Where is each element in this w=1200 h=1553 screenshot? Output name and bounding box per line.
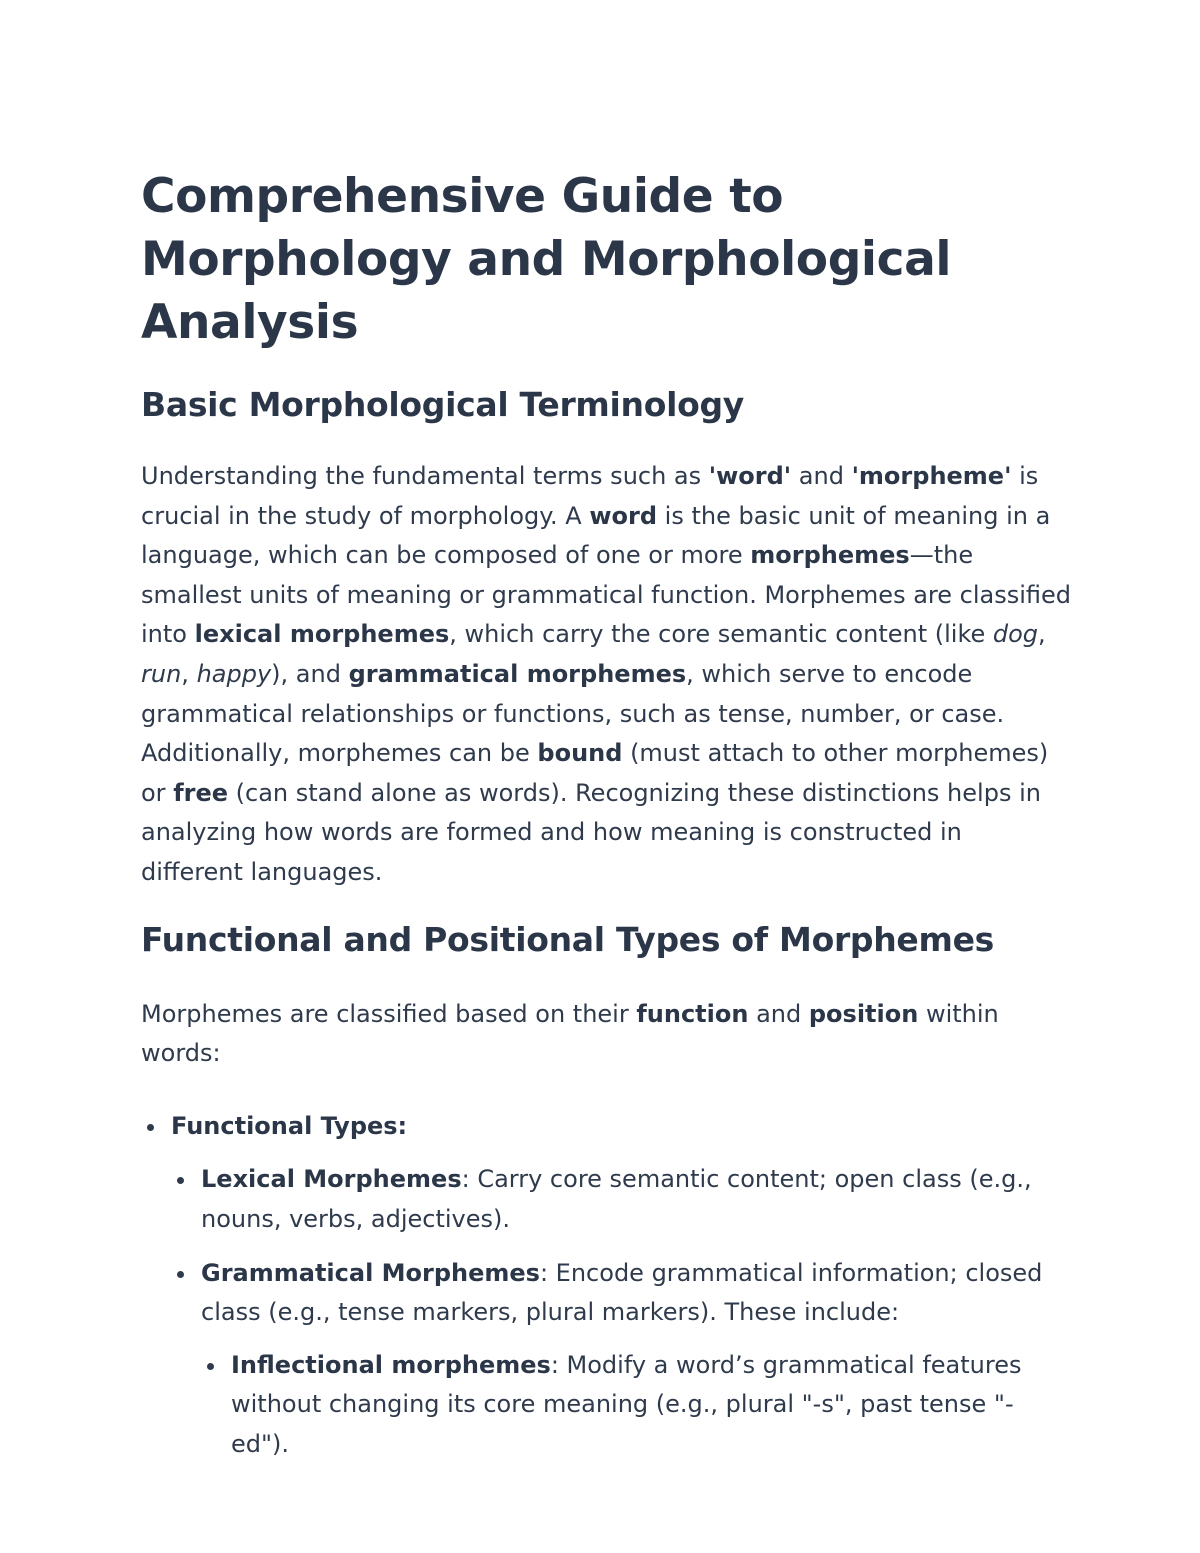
- list-item-inflectional: [231, 1346, 1071, 1465]
- text-run: is crucial in the study of morphology. A: [141, 462, 1039, 530]
- list-item-text: : Modify a word’s grammatical features without changing its core meaning (e.g., plural "-s", past tense "-ed").: [231, 1350, 1022, 1458]
- list-item-text: : Carry core semantic content; open class (e.g., nouns, verbs, adjectives).: [201, 1165, 1032, 1233]
- text-run: , which serve to encode grammatical relationships or functions, such as tense, number, or case. Additionally, morphemes can be: [141, 659, 1005, 768]
- bullet-dot: [177, 1271, 184, 1278]
- list-item-functional-types: [171, 1107, 1071, 1465]
- text-run: ,: [1038, 620, 1046, 649]
- bold-term: grammatical morphemes: [348, 659, 687, 688]
- list-item-label: Lexical Morphemes: [201, 1165, 462, 1194]
- grammatical-sublist: [201, 1346, 1071, 1465]
- list-item-label: Functional Types:: [171, 1111, 408, 1140]
- bold-term: position: [808, 999, 919, 1028]
- types-intro-paragraph: [141, 995, 1071, 1074]
- bold-term: function: [636, 999, 749, 1028]
- text-run: (must attach to other morphemes) or: [141, 739, 1049, 807]
- bold-term: bound: [537, 739, 623, 768]
- text-run: is the basic unit of meaning in a language, which can be composed of one or more: [141, 501, 1051, 570]
- list-item-label: Inflectional morphemes: [231, 1350, 551, 1379]
- bold-term: morphemes: [750, 541, 910, 570]
- bold-term: 'morpheme': [851, 462, 1012, 490]
- bullet-dot: [147, 1124, 154, 1131]
- text-run: , which carry the core semantic content (like: [449, 620, 993, 649]
- bold-term: lexical morphemes: [194, 620, 450, 649]
- document-page: [141, 165, 1071, 1464]
- text-run: and: [748, 999, 809, 1028]
- list-item-lexical: [201, 1160, 1071, 1239]
- page-title: Comprehensive Guide to Morphology and Morphological Analysis: [141, 169, 952, 350]
- bold-term: 'word': [708, 462, 792, 490]
- text-run: Understanding the fundamental terms such as: [141, 462, 709, 490]
- bullet-dot: [177, 1177, 184, 1184]
- italic-example: dog: [992, 620, 1039, 649]
- list-item-label: Grammatical Morphemes: [201, 1258, 540, 1287]
- text-run: (can stand alone as words). Recognizing these distinctions helps in analyzing how words are formed and how meaning is constructed in different languages.: [141, 778, 1041, 886]
- italic-example: run: [141, 659, 182, 688]
- text-run: Morphemes are classified based on their: [141, 999, 637, 1028]
- terminology-paragraph: [141, 457, 1071, 893]
- list-item-grammatical: [201, 1254, 1071, 1465]
- functional-types-sublist: [171, 1160, 1071, 1464]
- bold-term: word: [589, 501, 658, 530]
- italic-example: happy: [196, 659, 272, 688]
- section-heading-terminology: Basic Morphological Terminology: [141, 385, 745, 424]
- text-run: within words:: [141, 999, 999, 1068]
- section-heading-types: Functional and Positional Types of Morphemes: [141, 919, 995, 959]
- list-item-text: : Encode grammatical information; closed class (e.g., tense markers, plural markers). These include:: [201, 1258, 1043, 1327]
- morpheme-types-list: [141, 1107, 1071, 1465]
- bullet-dot: [207, 1363, 214, 1370]
- text-run: and: [791, 462, 852, 490]
- text-run: —the smallest units of meaning or grammatical function. Morphemes are classified into: [141, 541, 1072, 649]
- bold-term: free: [173, 778, 229, 807]
- text-run: ), and: [271, 659, 349, 688]
- text-run: ,: [181, 659, 197, 688]
